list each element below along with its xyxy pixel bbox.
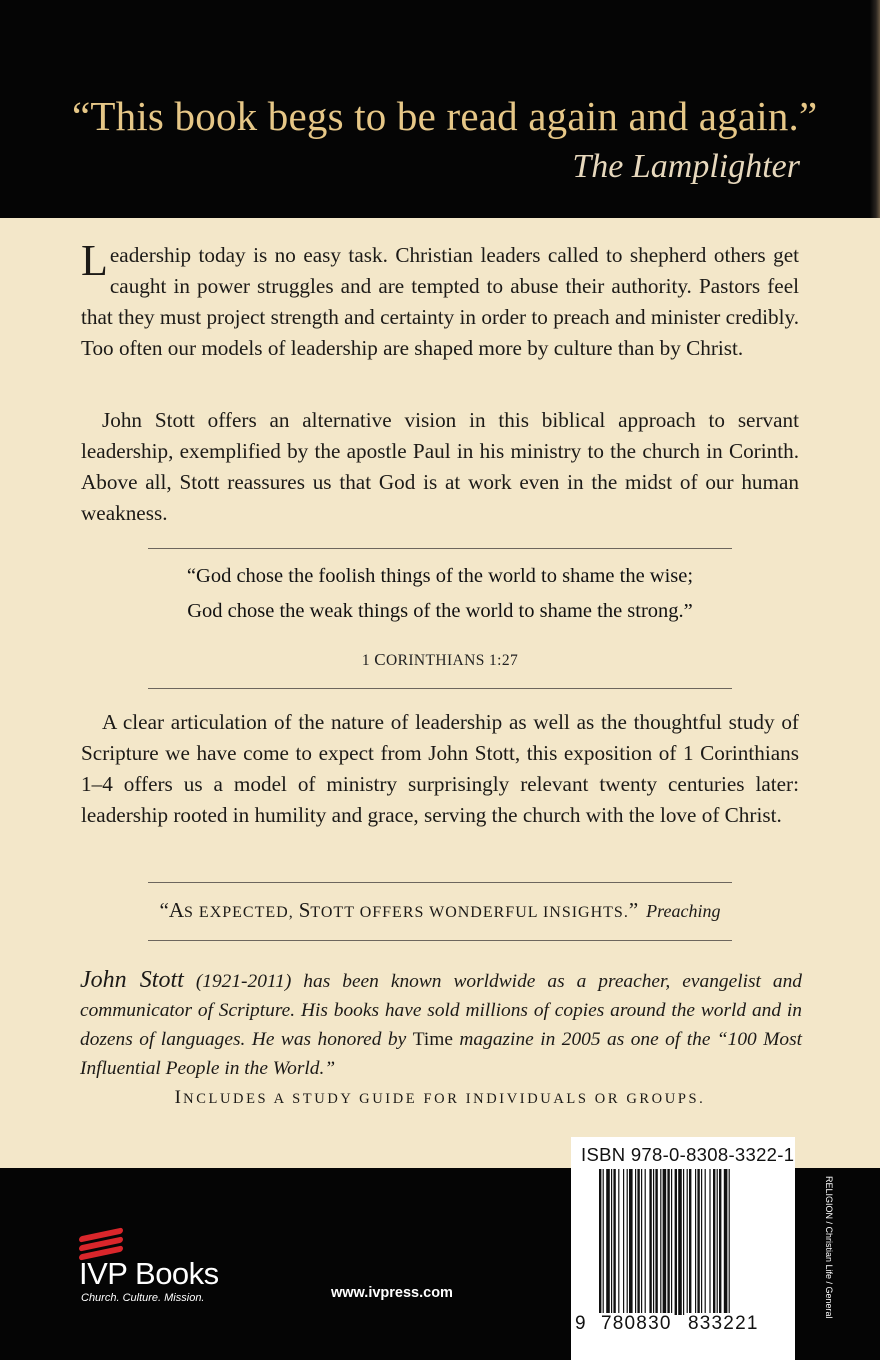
scripture-reference-rest: ORINTHIANS 1:27 (386, 652, 519, 669)
study-guide-initial: I (174, 1087, 184, 1108)
study-guide-text: NCLUDES A STUDY GUIDE FOR INDIVIDUALS OR GROUPS. (183, 1091, 706, 1107)
scripture-reference-number: 1 (361, 652, 375, 669)
review-text-1: S EXPECTED, (184, 904, 299, 921)
author-bio-text-2: magazine in 2005 as one of the “100 Most Influential People in the World.” (80, 1029, 803, 1079)
divider-rule (148, 688, 732, 689)
cover-edge-strip (870, 0, 880, 218)
description-paragraph-2: John Stott offers an alternative vision in this biblical approach to servant leadership, exemplified by the apostle Paul in his ministry to the church in Corinth. Above all, Stott reassures us that God is at work even in the midst of our human weakness. (81, 408, 799, 525)
review-open: “A (159, 898, 185, 922)
scripture-line-2: God chose the weak things of the world to shame the strong.” (187, 600, 693, 622)
publisher-name: IVP Books (79, 1256, 219, 1291)
author-bio (80, 966, 802, 1083)
drop-cap: L (81, 236, 108, 285)
publisher-website[interactable]: www.ivpress.com (331, 1285, 453, 1301)
review-initial: S (298, 898, 311, 922)
scripture-reference-initial: C (374, 650, 387, 669)
top-quote-source: The Lamplighter (572, 148, 800, 185)
divider-rule (148, 940, 732, 941)
description-paragraph-1-text: eadership today is no easy task. Christian leaders called to shepherd others get caught in power struggles and are tempted to abuse their authority. Pastors feel that they must project strength and certainty in order to preach and minister credibly. Too often our models of leadership are shaped more by culture than by Christ. (81, 243, 799, 360)
review-text-2: TOTT OFFERS WONDERFUL INSIGHTS. (310, 904, 629, 921)
barcode-label (571, 1137, 795, 1360)
study-guide-note (80, 1087, 800, 1109)
review-quote (100, 898, 780, 923)
isbn-label: ISBN 978-0-8308-3322-1 (581, 1144, 795, 1165)
scripture-reference (100, 650, 780, 670)
divider-rule (148, 882, 732, 883)
review-source: Preaching (646, 901, 721, 921)
author-bio-text-1: (1921-2011) has been known worldwide as a preacher, evangelist and communicator of Scripture. His books have sold millions of copies around the world and in dozens of languages. He was honored by (80, 971, 802, 1050)
barcode-digits-left: 780830 (601, 1313, 672, 1334)
magazine-name: Time (412, 1029, 453, 1050)
barcode-digits-right: 833221 (688, 1313, 759, 1334)
author-name: John Stott (80, 967, 184, 993)
barcode-digit-first: 9 (575, 1313, 587, 1334)
publisher-tagline: Church. Culture. Mission. (81, 1292, 205, 1304)
scripture-line-1: “God chose the foolish things of the world to shame the wise; (186, 565, 694, 587)
divider-rule (148, 548, 732, 549)
review-close: ” (628, 898, 639, 922)
description-paragraph-3: A clear articulation of the nature of leadership as well as the thoughtful study of Scripture we have come to expect from John Stott, this exposition of 1 Corinthians 1–4 offers us a model of ministry surprisingly relevant twenty centuries later: leadership rooted in humility and grace, serving the church with the love of Christ. (81, 710, 799, 827)
category-label (805, 1176, 841, 1326)
top-quote: “This book begs to be read again and again.” (72, 93, 818, 139)
top-band (0, 0, 880, 218)
description-paragraph-1 (81, 236, 799, 364)
category-text: RELIGION / Christian Life / General (824, 1176, 834, 1319)
